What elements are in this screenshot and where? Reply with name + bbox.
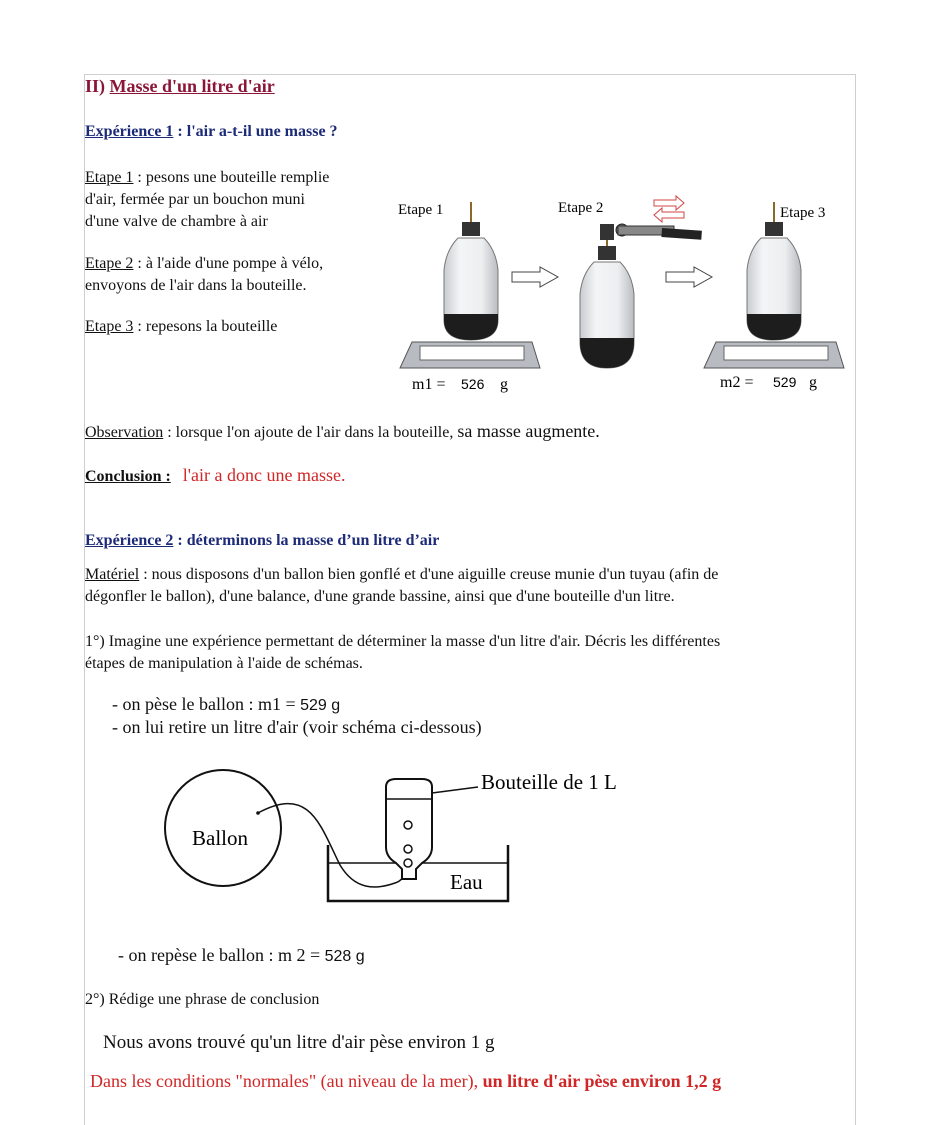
exp1-heading (85, 123, 338, 141)
step1-label: Etape 1 (85, 169, 134, 186)
answer-3-value: 528 g (324, 948, 365, 965)
section-number: II) (85, 76, 106, 96)
observation-text: : lorsque l'on ajoute de l'air dans la bouteille, (163, 424, 454, 441)
exp2-label: Expérience 2 (85, 532, 174, 549)
final-statement (90, 1071, 721, 1092)
final-normal: Dans les conditions "normales" (au niveau de la mer), (90, 1071, 479, 1091)
step2-text (85, 253, 323, 297)
conclusion-answer: l'air a donc une masse. (182, 465, 346, 485)
section-heading (85, 76, 275, 97)
exp1-label: Expérience 1 (85, 123, 174, 140)
exp2-title: : déterminons la masse d’un litre d’air (173, 532, 440, 549)
question-1-line-2: étapes de manipulation à l'aide de schémas. (85, 655, 363, 672)
fig-m2-label: m2 = (720, 374, 754, 391)
fig-etape2: Etape 2 (558, 200, 604, 216)
exp2-heading (85, 532, 439, 550)
step1-line-1: : pesons une bouteille remplie (133, 169, 330, 186)
conclusion-label: Conclusion : (85, 468, 171, 485)
step2-line-1: : à l'aide d'une pompe à vélo, (133, 255, 324, 272)
materiel (85, 564, 849, 608)
observation (85, 421, 600, 442)
diagram-ballon-label: Ballon (192, 826, 248, 850)
bottle-2 (580, 238, 634, 368)
materiel-line-1: : nous disposons d'un ballon bien gonflé et d'une aiguille creuse munie d'un tuyau (afin de (139, 566, 719, 583)
fig-m1-value: 526 (461, 376, 485, 392)
bubble (404, 845, 412, 853)
section-title: Masse d'un litre d'air (109, 76, 275, 96)
step2-label: Etape 2 (85, 255, 134, 272)
question-1 (85, 631, 720, 675)
materiel-line-2: dégonfler le ballon), d'une balance, d'une grande bassine, ainsi que d'une bouteille d'un litre. (85, 588, 675, 605)
answer-4: Nous avons trouvé qu'un litre d'air pèse environ 1 g (103, 1032, 495, 1053)
double-arrow-icon (654, 196, 684, 222)
exp1-question: : l'air a-t-il une masse ? (173, 123, 338, 140)
bottle-experiment-figure (392, 190, 862, 400)
fig-etape1: Etape 1 (398, 202, 444, 218)
fig-m1-label: m1 = (412, 376, 446, 393)
arrow-right-icon (512, 267, 558, 287)
fig-m2-value: 529 (773, 374, 797, 390)
step1-line-2: d'air, fermée par un bouchon muni (85, 191, 305, 208)
bubble (404, 821, 412, 829)
step1-line-3: d'une valve de chambre à air (85, 213, 268, 230)
question-2: 2°) Rédige une phrase de conclusion (85, 991, 320, 1008)
bike-pump (600, 224, 702, 240)
step1-text (85, 167, 329, 233)
step3-desc: : repesons la bouteille (133, 318, 278, 335)
arrow-right-icon (666, 267, 712, 287)
answer-1-value: 529 g (300, 697, 341, 714)
answer-3-text: - on repèse le ballon : m 2 = (118, 945, 321, 965)
final-bold: un litre d'air pèse environ 1,2 g (478, 1071, 722, 1091)
conclusion (85, 465, 345, 486)
fig-m1-unit: g (500, 376, 508, 393)
scale-2 (704, 342, 844, 368)
step3-label: Etape 3 (85, 318, 134, 335)
answer-2: - on lui retire un litre d'air (voir schéma ci-dessous) (112, 717, 482, 737)
answer-1-m: : m1 = (248, 694, 296, 714)
diagram-eau-label: Eau (450, 870, 483, 894)
question-1-line-1: 1°) Imagine une expérience permettant de déterminer la masse d'un litre d'air. Décris les différentes (85, 633, 721, 650)
answer-1-text: - on pèse le ballon (112, 694, 244, 714)
materiel-label: Matériel (85, 566, 140, 583)
fig-m2-unit: g (809, 374, 817, 391)
diagram-bouteille-label: Bouteille de 1 L (481, 770, 617, 794)
observation-answer: sa masse augmente. (457, 421, 600, 441)
answer-3 (118, 945, 365, 966)
step3-text (85, 318, 277, 336)
answer-1 (112, 694, 340, 715)
scale-1 (400, 342, 540, 368)
bubble (404, 859, 412, 867)
observation-label: Observation (85, 424, 164, 441)
balloon-bottle-diagram (160, 765, 660, 915)
bottle-3 (747, 202, 801, 340)
fig-etape3: Etape 3 (780, 205, 826, 221)
bottle-1 (444, 202, 498, 340)
step2-line-2: envoyons de l'air dans la bouteille. (85, 277, 307, 294)
